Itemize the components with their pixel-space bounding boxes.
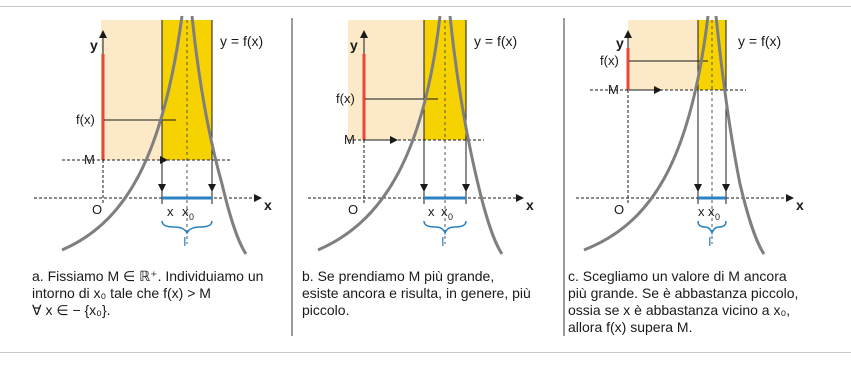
x-point-label: x xyxy=(167,204,174,219)
func-label: y = f(x) xyxy=(220,33,264,49)
m-label: M xyxy=(84,152,95,167)
shaded-region xyxy=(348,20,424,140)
func-label: y = f(x) xyxy=(474,33,518,49)
x-axis-label: x xyxy=(796,197,804,213)
caption-line: intorno di x₀ tale che f(x) > M xyxy=(32,285,211,301)
x0-subscript: 0 xyxy=(715,212,721,222)
panel-divider xyxy=(291,18,293,336)
caption-line: ∀ x ∈ − {x₀}. xyxy=(32,302,111,318)
y-label: y xyxy=(616,35,624,51)
y-label: y xyxy=(350,37,358,53)
caption-c xyxy=(568,268,830,336)
m-label: M xyxy=(608,82,619,97)
panel-c-diagram xyxy=(570,14,832,264)
panel-divider xyxy=(563,18,565,336)
func-label: y = f(x) xyxy=(738,33,782,49)
caption-line: b. Se prendiamo M più grande, xyxy=(302,268,495,284)
m-label: M xyxy=(344,132,355,147)
caption-line: piccolo. xyxy=(302,302,350,318)
fx-label: f(x) xyxy=(336,91,355,106)
y-label: y xyxy=(90,37,98,53)
caption-line: a. Fissiamo M ∈ ℝ⁺. Individuiamo un xyxy=(32,268,264,284)
panel-a-diagram xyxy=(22,14,284,264)
x-point-label: x xyxy=(428,204,435,219)
shaded-region xyxy=(628,20,698,90)
caption-line: ossia se x è abbastanza vicino a x₀, xyxy=(568,302,791,318)
fx-label: f(x) xyxy=(76,112,95,127)
caption-line: esiste ancora e risulta, in genere, più xyxy=(302,285,531,301)
x0-point-label: x xyxy=(708,204,715,219)
caption-line: c. Scegliamo un valore di M ancora xyxy=(568,268,787,284)
top-border xyxy=(0,6,851,7)
x0-point-label: x xyxy=(441,204,448,219)
x0-subscript: 0 xyxy=(448,212,454,222)
x0-point-label: x xyxy=(182,204,189,219)
caption-b xyxy=(302,268,556,319)
x0-subscript: 0 xyxy=(189,212,195,222)
x-point-label: x xyxy=(698,204,705,219)
caption-a xyxy=(32,268,284,319)
origin-label: O xyxy=(614,202,625,217)
bottom-border xyxy=(0,352,851,353)
panel-b-diagram xyxy=(298,14,560,264)
fx-label: f(x) xyxy=(600,53,619,68)
interval-label: I xyxy=(183,234,187,249)
origin-label: O xyxy=(348,202,359,217)
interval-label: I xyxy=(708,234,712,249)
x-axis-label: x xyxy=(264,197,272,213)
origin-label: O xyxy=(92,202,103,217)
interval-label: I xyxy=(441,234,445,249)
x-axis-label: x xyxy=(526,197,534,213)
caption-line: più grande. Se è abbastanza piccolo, xyxy=(568,285,799,301)
caption-line: allora f(x) supera M. xyxy=(568,319,693,335)
